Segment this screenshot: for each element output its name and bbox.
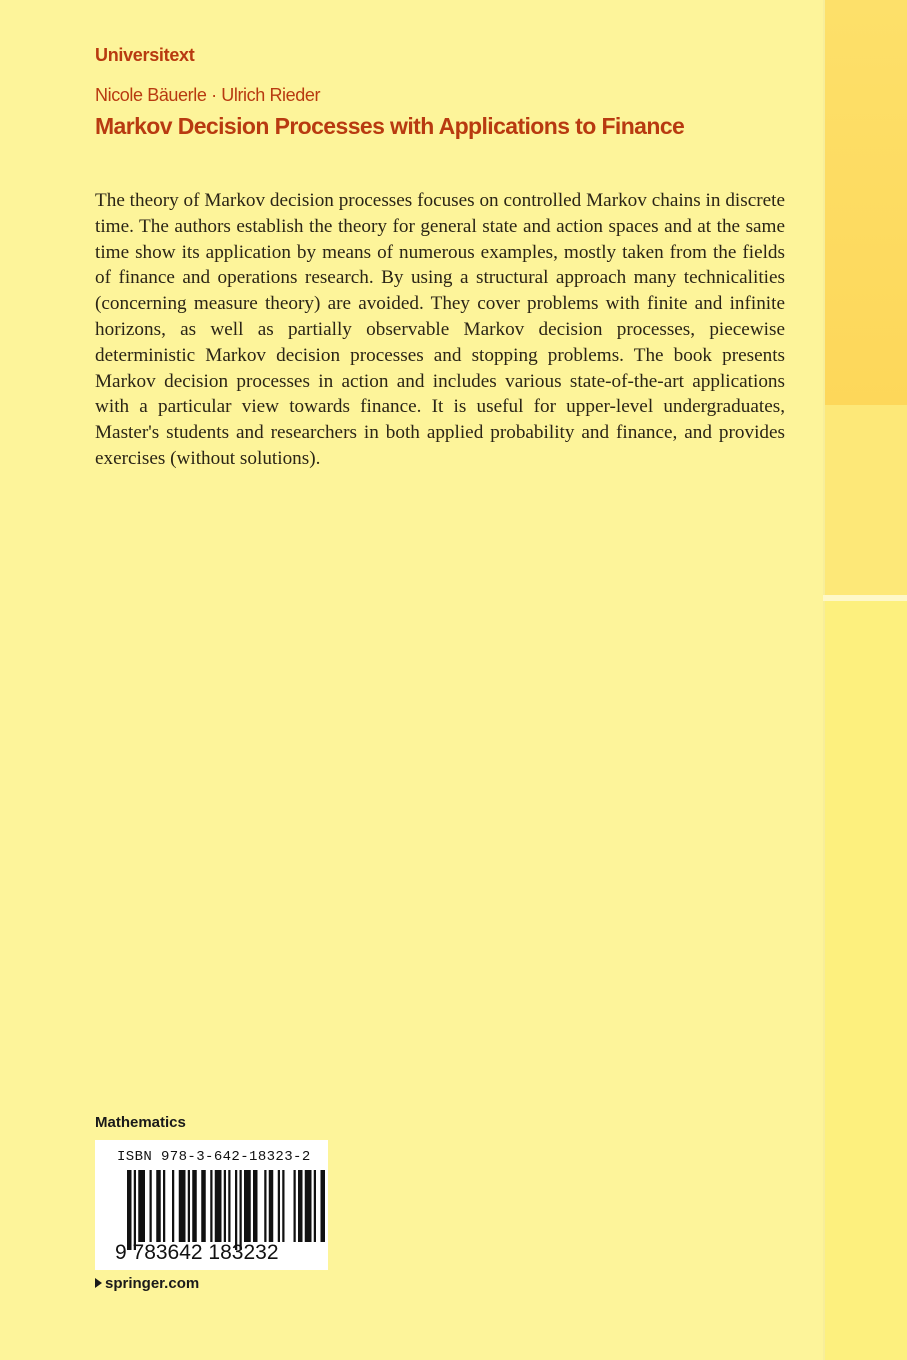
ean-digits: 9 783642 183232 bbox=[115, 1241, 279, 1264]
barcode-bar bbox=[235, 1170, 237, 1250]
subject-category: Mathematics bbox=[95, 1114, 186, 1131]
barcode-bar bbox=[163, 1170, 165, 1242]
barcode-bar bbox=[253, 1170, 258, 1242]
barcode-bar bbox=[127, 1170, 132, 1250]
barcode-bar bbox=[244, 1170, 251, 1242]
barcode-bar bbox=[179, 1170, 186, 1242]
isbn-number: ISBN 978-3-642-18323-2 bbox=[117, 1149, 311, 1165]
authors: Nicole Bäuerle · Ulrich Rieder bbox=[95, 85, 321, 105]
book-description: The theory of Markov decision processes focuses on controlled Markov chains in discrete time. The authors establish the theory for general state and action spaces and at the same time show its application by means of numerous examples, mostly taken from the fields of finance and operations research. By using a structural approach many technicalities (concerning measure theory) are avoided. They cover problems with finite and infinite horizons, as well as partially observable Markov decision processes, piecewise deterministic Markov decision processes and stopping problems. The book presents Markov decision processes in action and includes various state-of-the-art applications with a particular view towards finance. It is useful for upper-level undergraduates, Master's students and researchers in both applied probability and finance, and provides exercises (without solutions). bbox=[95, 190, 785, 469]
isbn-barcode bbox=[95, 1140, 328, 1270]
barcode-bar bbox=[321, 1170, 326, 1242]
series-name: Universitext bbox=[95, 45, 195, 65]
edge-strip-middle bbox=[823, 405, 907, 595]
edge-strip-bottom bbox=[823, 601, 907, 1360]
barcode-bar bbox=[210, 1170, 212, 1242]
edge-strip-top bbox=[823, 0, 907, 405]
barcode-bar bbox=[224, 1170, 226, 1242]
barcode-bar bbox=[278, 1170, 280, 1242]
cover-edge-strip bbox=[823, 0, 907, 1360]
barcode-bar bbox=[172, 1170, 174, 1242]
barcode-bar bbox=[282, 1170, 284, 1242]
barcode-bar bbox=[314, 1170, 316, 1242]
barcode-bar bbox=[188, 1170, 190, 1242]
barcode-bar bbox=[305, 1170, 312, 1242]
publisher-link[interactable] bbox=[95, 1275, 199, 1292]
publisher-url-text: springer.com bbox=[105, 1275, 200, 1292]
barcode-bar bbox=[215, 1170, 222, 1242]
arrow-right-icon bbox=[95, 1278, 102, 1288]
barcode-bar bbox=[156, 1170, 161, 1242]
barcode-bar bbox=[228, 1170, 230, 1242]
barcode-bar bbox=[240, 1170, 242, 1250]
barcode-bar bbox=[138, 1170, 145, 1242]
book-title: Markov Decision Processes with Applications to Finance bbox=[95, 113, 685, 139]
barcode-bar bbox=[134, 1170, 136, 1250]
barcode-bar bbox=[269, 1170, 274, 1242]
barcode-bar bbox=[192, 1170, 197, 1242]
barcode-bar bbox=[201, 1170, 206, 1242]
barcode-bar bbox=[264, 1170, 266, 1242]
barcode-bar bbox=[298, 1170, 303, 1242]
barcode-bar bbox=[294, 1170, 296, 1242]
barcode-bar bbox=[150, 1170, 152, 1242]
